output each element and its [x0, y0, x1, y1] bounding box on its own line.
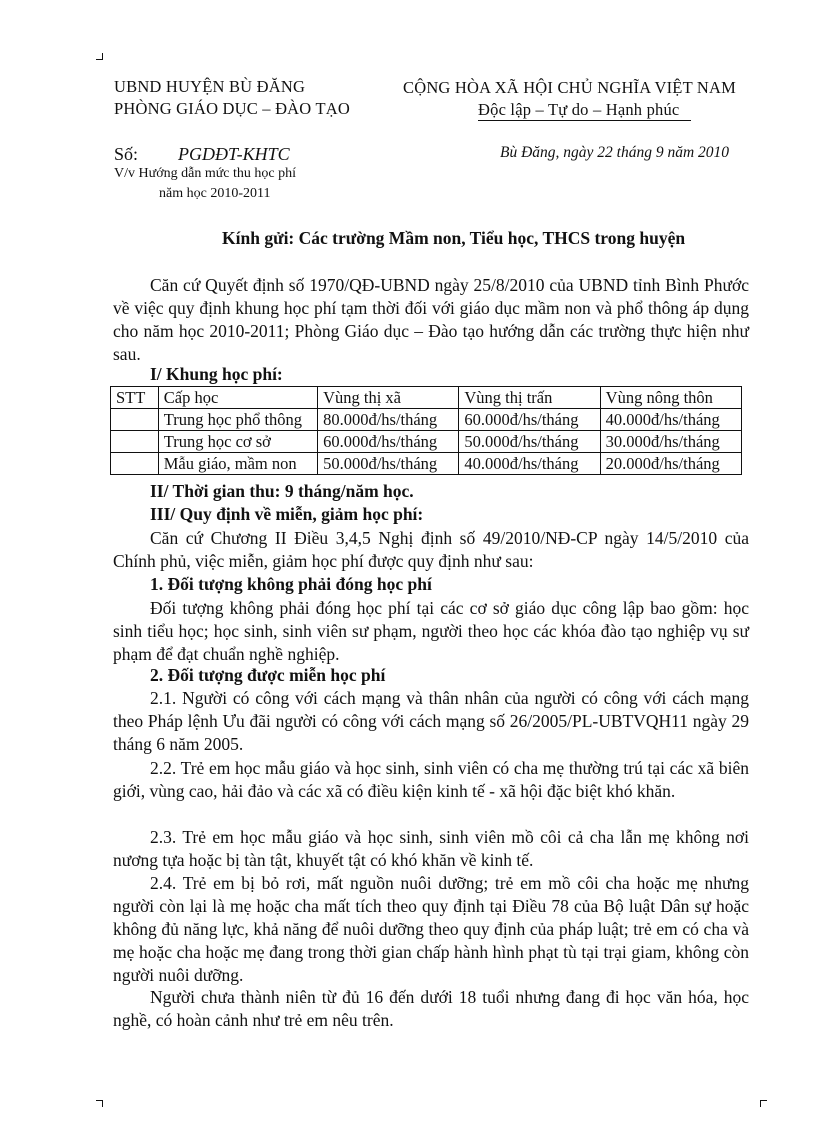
motto-underline: [478, 120, 691, 121]
cell-rural: 30.000đ/hs/tháng: [600, 431, 741, 453]
sub-title-not-paying: 1. Đối tượng không phải đóng học phí: [150, 574, 432, 594]
col-header-level: Cấp học: [158, 387, 317, 409]
department-name: PHÒNG GIÁO DỤC – ĐÀO TẠO: [114, 99, 350, 118]
section-fee-framework: I/ Khung học phí:: [150, 364, 283, 384]
cell-township: 50.000đ/hs/tháng: [459, 431, 600, 453]
intro-paragraph: Căn cứ Quyết định số 1970/QĐ-UBND ngày 25/8/2010 của UBND tỉnh Bình Phước về việc quy định khung học phí tạm thời đối với giáo dục mầm non và phổ thông áp dụng cho năm học 2010-2011; Phòng Giáo dục – Đào tạo hướng dẫn các trường thực hiện như sau.: [113, 275, 749, 364]
cell-stt: [111, 453, 159, 475]
issue-date: Bù Đăng, ngày 22 tháng 9 năm 2010: [500, 144, 730, 161]
fee-table: [110, 386, 742, 475]
section-collection-period: II/ Thời gian thu: 9 tháng/năm học.: [150, 481, 414, 501]
cell-town: 50.000đ/hs/tháng: [318, 453, 459, 475]
col-header-township: Vùng thị trấn: [459, 387, 600, 409]
national-motto: Độc lập – Tự do – Hạnh phúc: [478, 100, 680, 119]
doc-number-value: PGDĐT-KHTC: [178, 144, 290, 164]
cell-level: Trung học cơ sở: [158, 431, 317, 453]
col-header-town: Vùng thị xã: [318, 387, 459, 409]
subject-line-2: năm học 2010-2011: [159, 186, 271, 201]
col-header-stt: STT: [111, 387, 159, 409]
cell-rural: 20.000đ/hs/tháng: [600, 453, 741, 475]
cell-level: Trung học phổ thông: [158, 409, 317, 431]
crop-mark-top-left: [96, 53, 103, 60]
subject-line-1: V/v Hướng dẫn mức thu học phí: [114, 166, 296, 181]
cell-rural: 40.000đ/hs/tháng: [600, 409, 741, 431]
doc-number-label: Số:: [114, 144, 139, 164]
cell-township: 40.000đ/hs/tháng: [459, 453, 600, 475]
table-header-row: [111, 387, 742, 409]
agency-name: UBND HUYỆN BÙ ĐĂNG: [114, 77, 306, 96]
cell-stt: [111, 409, 159, 431]
crop-mark-bottom-left: [96, 1100, 103, 1107]
cell-town: 80.000đ/hs/tháng: [318, 409, 459, 431]
cell-stt: [111, 431, 159, 453]
item-2-4: 2.4. Trẻ em bị bỏ rơi, mất nguồn nuôi dưỡng; trẻ em mồ côi cha hoặc mẹ nhưng người còn lại là mẹ hoặc cha mất tích theo quy định tại Điều 78 của Bộ luật Dân sự hoặc không đủ năng lực, khả năng để nuôi dưỡng theo quy định của pháp luật; trẻ em có cha và mẹ hoặc cha hoặc mẹ đang trong thời gian chấp hành hình phạt tù tại trại giam, không còn người nuôi dưỡng.: [113, 873, 749, 985]
sub-title-exempted: 2. Đối tượng được miễn học phí: [150, 665, 386, 685]
table-row: [111, 431, 742, 453]
recipient-line: Kính gửi: Các trường Mầm non, Tiểu học, THCS trong huyện: [222, 228, 686, 248]
cell-level: Mẫu giáo, mầm non: [158, 453, 317, 475]
col-header-rural: Vùng nông thôn: [600, 387, 741, 409]
cell-town: 60.000đ/hs/tháng: [318, 431, 459, 453]
sub-text-not-paying: Đối tượng không phải đóng học phí tại các cơ sở giáo dục công lập bao gồm: học sinh tiểu học; học sinh, sinh viên sư phạm, người theo học các khóa đào tạo nghiệp vụ sư phạm để đạt chuẩn nghề nghiệp.: [113, 598, 749, 664]
section3-intro: Căn cứ Chương II Điều 3,4,5 Nghị định số 49/2010/NĐ-CP ngày 14/5/2010 của Chính phủ, việc miễn, giảm học phí được quy định như sau:: [113, 528, 749, 571]
crop-mark-bottom-right: [760, 1100, 767, 1107]
table-row: [111, 409, 742, 431]
table-row: [111, 453, 742, 475]
national-title: CỘNG HÒA XÃ HỘI CHỦ NGHĨA VIỆT NAM: [403, 78, 736, 97]
section-exemption-rules: III/ Quy định về miễn, giảm học phí:: [150, 504, 424, 524]
item-2-3: 2.3. Trẻ em học mẫu giáo và học sinh, sinh viên mồ côi cả cha lẫn mẹ không nơi nương tựa hoặc bị tàn tật, khuyết tật có khó khăn về kinh tế.: [113, 827, 749, 870]
item-2-1: 2.1. Người có công với cách mạng và thân nhân của người có công với cách mạng theo Pháp lệnh Ưu đãi người có công với cách mạng số 26/2005/PL-UBTVQH11 ngày 29 tháng 6 năm 2005.: [113, 688, 749, 754]
item-2-2: 2.2. Trẻ em học mẫu giáo và học sinh, sinh viên có cha mẹ thường trú tại các xã biên giới, vùng cao, hải đảo và các xã có điều kiện kinh tế - xã hội đặc biệt khó khăn.: [113, 758, 749, 801]
item-minor: Người chưa thành niên từ đủ 16 đến dưới 18 tuổi nhưng đang đi học văn hóa, học nghề, có hoàn cảnh như trẻ em nêu trên.: [113, 987, 749, 1030]
cell-township: 60.000đ/hs/tháng: [459, 409, 600, 431]
